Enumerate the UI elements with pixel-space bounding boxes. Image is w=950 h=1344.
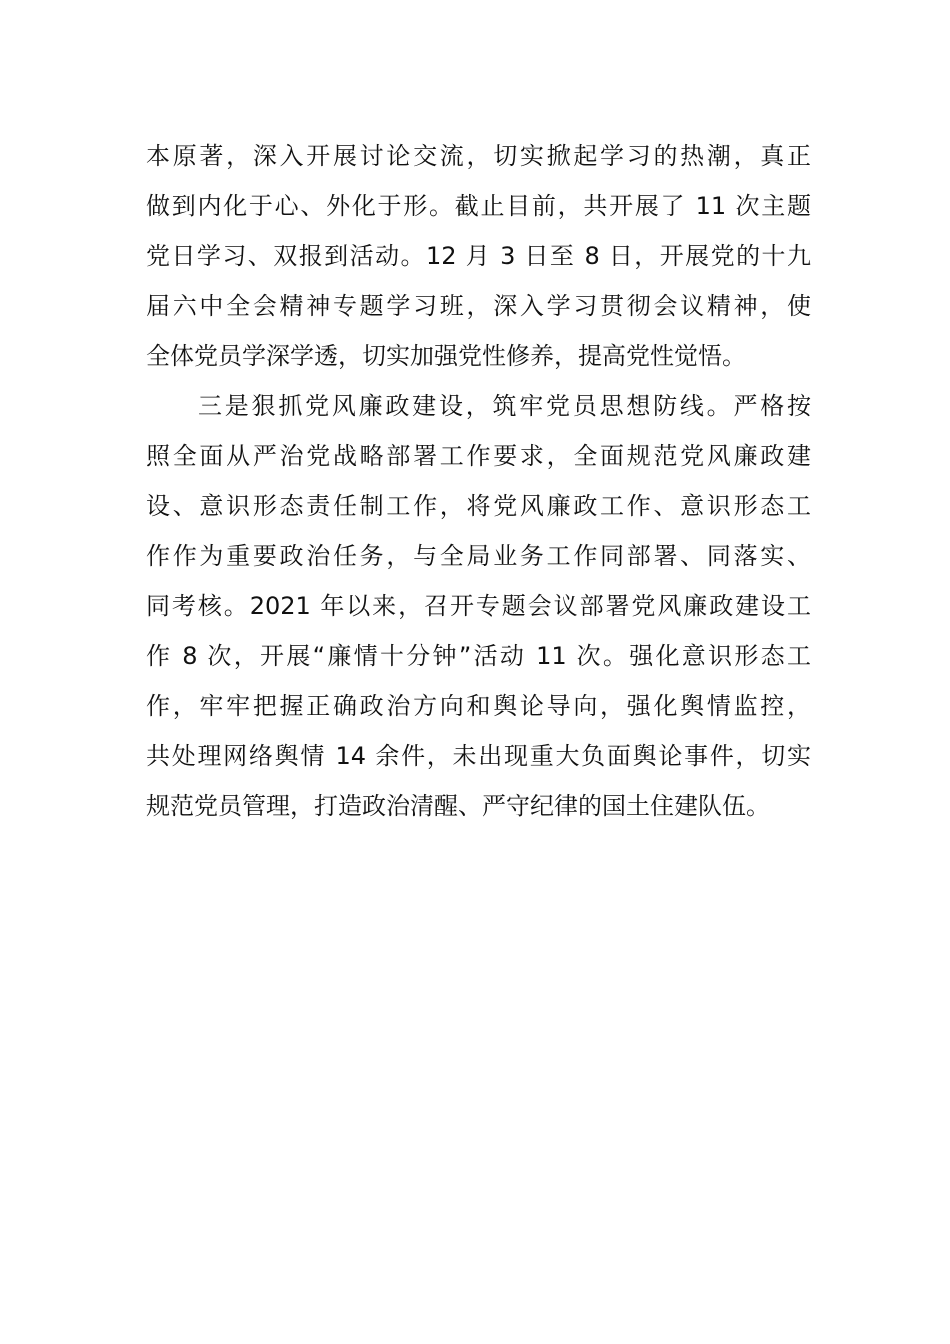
text-line: 届六中全会精神专题学习班，深入学习贯彻会议精神，使: [146, 292, 811, 320]
text-line: 作，牢牢把握正确政治方向和舆论导向，强化舆情监控，: [146, 692, 811, 720]
text-line: 设、意识形态责任制工作，将党风廉政工作、意识形态工: [146, 492, 811, 520]
paragraph-first-line: 三是狠抓党风廉政建设，筑牢党员思想防线。严格按: [198, 392, 811, 420]
text-line: 规范党员管理，打造政治清醒、严守纪律的国土住建队伍。: [146, 792, 770, 820]
text-line: 全体党员学深学透，切实加强党性修养，提高党性觉悟。: [146, 342, 746, 370]
text-line: 共处理网络舆情 14 余件，未出现重大负面舆论事件，切实: [146, 742, 811, 770]
text-line: 作作为重要政治任务，与全局业务工作同部署、同落实、: [146, 542, 811, 570]
text-line: 作 8 次，开展“廉情十分钟”活动 11 次。强化意识形态工: [146, 642, 811, 670]
text-line: 照全面从严治党战略部署工作要求，全面规范党风廉政建: [146, 442, 811, 470]
body-text: [146, 131, 811, 831]
text-line: 同考核。2021 年以来，召开专题会议部署党风廉政建设工: [146, 592, 811, 620]
text-line: 党日学习、双报到活动。12 月 3 日至 8 日，开展党的十九: [146, 242, 811, 270]
text-line: 本原著，深入开展讨论交流，切实掀起学习的热潮，真正: [146, 142, 811, 170]
text-line: 做到内化于心、外化于形。截止目前，共开展了 11 次主题: [146, 192, 811, 220]
